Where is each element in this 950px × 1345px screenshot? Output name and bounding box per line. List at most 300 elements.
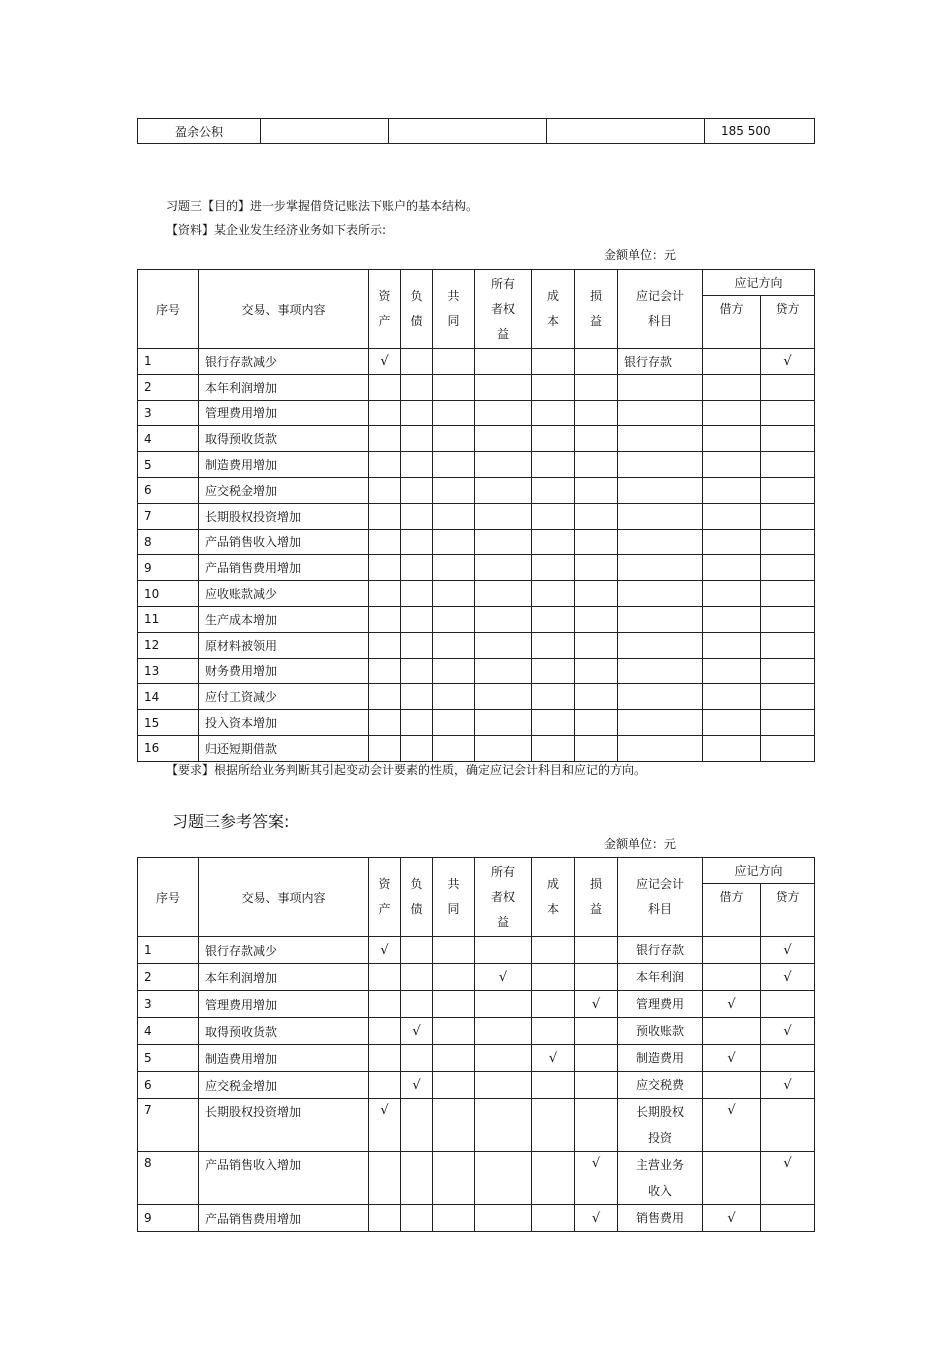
row-pl-mark	[575, 1072, 618, 1099]
top-fragment-table	[137, 118, 815, 144]
row-pl-mark	[575, 477, 618, 503]
row-content: 投入资本增加	[199, 710, 369, 736]
row-equity-mark	[475, 991, 532, 1018]
row-account	[618, 658, 703, 684]
row-no: 10	[138, 581, 199, 607]
row-account-line1: 管理费用	[635, 997, 684, 1011]
row-account	[618, 426, 703, 452]
row-credit-mark: √	[761, 1072, 815, 1099]
row-pl-mark	[575, 632, 618, 658]
table-row	[138, 452, 815, 478]
row-content: 本年利润增加	[199, 374, 369, 400]
table-row	[138, 658, 815, 684]
row-credit-mark	[761, 1205, 815, 1232]
table-row	[138, 477, 815, 503]
row-no: 5	[138, 1045, 199, 1072]
row-debit-mark	[703, 555, 761, 581]
row-account-line1: 长期股权	[635, 1105, 684, 1119]
row-equity-mark	[475, 477, 532, 503]
header-asset: 资 产	[369, 270, 401, 349]
row-content: 银行存款减少	[199, 937, 369, 964]
row-pl-mark	[575, 426, 618, 452]
row-account	[618, 684, 703, 710]
row-credit-mark	[761, 555, 815, 581]
row-account	[618, 1018, 703, 1045]
row-common-mark	[433, 658, 475, 684]
row-credit-mark	[761, 503, 815, 529]
row-liab-mark: √	[401, 1072, 433, 1099]
row-no: 5	[138, 452, 199, 478]
row-pl-mark	[575, 710, 618, 736]
header-liability: 负 债	[401, 270, 433, 349]
exercise-table	[137, 269, 815, 762]
table-row	[138, 1045, 815, 1072]
row-liab-mark	[401, 1152, 433, 1205]
row-asset-mark	[369, 503, 401, 529]
row-content: 财务费用增加	[199, 658, 369, 684]
row-debit-mark	[703, 684, 761, 710]
exercise-material: 【资料】某企业发生经济业务如下表所示:	[166, 223, 387, 237]
header-common: 共 同	[433, 270, 475, 349]
header-cost: 成 本	[532, 858, 575, 937]
row-cost-mark	[532, 684, 575, 710]
row-equity-mark	[475, 658, 532, 684]
table-row	[138, 1018, 815, 1045]
row-account-line1: 银行存款	[635, 943, 684, 957]
row-equity-mark: √	[475, 964, 532, 991]
row-common-mark	[433, 503, 475, 529]
table-row	[138, 710, 815, 736]
row-credit-mark	[761, 991, 815, 1018]
header-no: 序号	[138, 858, 199, 937]
row-liab-mark	[401, 400, 433, 426]
row-account	[618, 400, 703, 426]
top-row-cell	[261, 119, 389, 144]
table-row	[138, 426, 815, 452]
row-account	[618, 1152, 703, 1205]
row-asset-mark	[369, 735, 401, 761]
row-credit-mark	[761, 374, 815, 400]
row-liab-mark	[401, 374, 433, 400]
row-asset-mark	[369, 964, 401, 991]
top-row-cell	[389, 119, 547, 144]
row-account-line2: 收入	[647, 1184, 672, 1198]
answer-table	[137, 857, 815, 1232]
row-account	[618, 991, 703, 1018]
answer-rows	[138, 937, 815, 1232]
row-no: 9	[138, 1205, 199, 1232]
row-account-line1: 本年利润	[635, 970, 684, 984]
row-no: 7	[138, 1099, 199, 1152]
row-liab-mark	[401, 991, 433, 1018]
table-row	[138, 400, 815, 426]
row-common-mark	[433, 710, 475, 736]
table-row	[138, 632, 815, 658]
table-row	[138, 1072, 815, 1099]
row-pl-mark	[575, 503, 618, 529]
row-common-mark	[433, 529, 475, 555]
row-credit-mark	[761, 400, 815, 426]
row-asset-mark: √	[369, 937, 401, 964]
row-debit-mark	[703, 1018, 761, 1045]
row-debit-mark	[703, 581, 761, 607]
row-debit-mark	[703, 374, 761, 400]
row-liab-mark	[401, 735, 433, 761]
row-equity-mark	[475, 937, 532, 964]
row-common-mark	[433, 349, 475, 375]
row-liab-mark: √	[401, 1018, 433, 1045]
row-content: 产品销售收入增加	[199, 1152, 369, 1205]
row-debit-mark	[703, 400, 761, 426]
row-common-mark	[433, 735, 475, 761]
row-debit-mark	[703, 477, 761, 503]
row-equity-mark	[475, 349, 532, 375]
row-debit-mark	[703, 964, 761, 991]
header-credit: 贷方	[761, 296, 815, 349]
row-liab-mark	[401, 658, 433, 684]
row-credit-mark: √	[761, 937, 815, 964]
header-credit: 贷方	[761, 884, 815, 937]
row-account	[618, 1072, 703, 1099]
row-equity-mark	[475, 374, 532, 400]
row-asset-mark	[369, 991, 401, 1018]
row-content: 制造费用增加	[199, 452, 369, 478]
row-equity-mark	[475, 452, 532, 478]
row-liab-mark	[401, 349, 433, 375]
header-no: 序号	[138, 270, 199, 349]
row-pl-mark	[575, 555, 618, 581]
row-asset-mark	[369, 400, 401, 426]
row-content: 生产成本增加	[199, 606, 369, 632]
row-no: 9	[138, 555, 199, 581]
row-liab-mark	[401, 426, 433, 452]
row-content: 取得预收货款	[199, 426, 369, 452]
row-debit-mark: √	[703, 1099, 761, 1152]
row-no: 12	[138, 632, 199, 658]
row-asset-mark	[369, 1205, 401, 1232]
row-no: 14	[138, 684, 199, 710]
row-pl-mark	[575, 964, 618, 991]
header-direction: 应记方向	[703, 270, 815, 296]
row-credit-mark	[761, 1045, 815, 1072]
row-common-mark	[433, 1099, 475, 1152]
table-row	[138, 555, 815, 581]
row-content: 取得预收货款	[199, 1018, 369, 1045]
row-liab-mark	[401, 1205, 433, 1232]
row-asset-mark	[369, 529, 401, 555]
row-account-line1: 应交税费	[635, 1078, 684, 1092]
row-content: 原材料被领用	[199, 632, 369, 658]
row-credit-mark	[761, 710, 815, 736]
header-account: 应记会计 科目	[618, 858, 703, 937]
row-common-mark	[433, 1152, 475, 1205]
row-liab-mark	[401, 632, 433, 658]
row-equity-mark	[475, 684, 532, 710]
row-cost-mark	[532, 374, 575, 400]
row-debit-mark	[703, 503, 761, 529]
row-cost-mark	[532, 400, 575, 426]
row-liab-mark	[401, 529, 433, 555]
row-liab-mark	[401, 503, 433, 529]
header-content: 交易、事项内容	[199, 858, 369, 937]
row-debit-mark	[703, 632, 761, 658]
row-liab-mark	[401, 1045, 433, 1072]
row-common-mark	[433, 1205, 475, 1232]
row-cost-mark	[532, 1205, 575, 1232]
row-equity-mark	[475, 1099, 532, 1152]
row-debit-mark	[703, 426, 761, 452]
row-cost-mark	[532, 964, 575, 991]
row-common-mark	[433, 426, 475, 452]
row-debit-mark	[703, 937, 761, 964]
header-cost: 成 本	[532, 270, 575, 349]
row-liab-mark	[401, 964, 433, 991]
table-row	[138, 684, 815, 710]
header-liability: 负 债	[401, 858, 433, 937]
row-cost-mark	[532, 1152, 575, 1205]
top-row-amount: 185 500	[705, 119, 815, 144]
header-asset: 资 产	[369, 858, 401, 937]
row-debit-mark	[703, 349, 761, 375]
row-asset-mark	[369, 710, 401, 736]
row-common-mark	[433, 964, 475, 991]
row-asset-mark	[369, 1018, 401, 1045]
row-credit-mark	[761, 735, 815, 761]
row-equity-mark	[475, 1018, 532, 1045]
table-row	[138, 937, 815, 964]
exercise-rows	[138, 349, 815, 762]
answer-title: 习题三参考答案:	[172, 812, 290, 831]
row-asset-mark	[369, 1152, 401, 1205]
row-equity-mark	[475, 400, 532, 426]
row-equity-mark	[475, 735, 532, 761]
row-asset-mark: √	[369, 1099, 401, 1152]
row-no: 2	[138, 964, 199, 991]
row-account	[618, 555, 703, 581]
row-common-mark	[433, 1018, 475, 1045]
row-debit-mark	[703, 710, 761, 736]
row-content: 管理费用增加	[199, 991, 369, 1018]
row-credit-mark	[761, 658, 815, 684]
row-credit-mark: √	[761, 1018, 815, 1045]
row-liab-mark	[401, 477, 433, 503]
row-account-line1: 主营业务	[635, 1158, 684, 1172]
row-equity-mark	[475, 555, 532, 581]
table-row	[138, 991, 815, 1018]
row-pl-mark	[575, 529, 618, 555]
row-equity-mark	[475, 606, 532, 632]
row-credit-mark	[761, 1099, 815, 1152]
header-direction: 应记方向	[703, 858, 815, 884]
row-asset-mark	[369, 452, 401, 478]
row-no: 1	[138, 937, 199, 964]
row-asset-mark	[369, 477, 401, 503]
row-cost-mark	[532, 555, 575, 581]
table-row	[138, 581, 815, 607]
row-common-mark	[433, 1072, 475, 1099]
row-asset-mark	[369, 684, 401, 710]
header-debit: 借方	[703, 884, 761, 937]
row-credit-mark	[761, 529, 815, 555]
row-cost-mark	[532, 658, 575, 684]
row-cost-mark	[532, 349, 575, 375]
header-profit-loss: 损 益	[575, 858, 618, 937]
row-liab-mark	[401, 606, 433, 632]
row-asset-mark	[369, 658, 401, 684]
row-account	[618, 710, 703, 736]
row-debit-mark	[703, 1152, 761, 1205]
header-debit: 借方	[703, 296, 761, 349]
row-cost-mark	[532, 606, 575, 632]
row-no: 15	[138, 710, 199, 736]
row-liab-mark	[401, 452, 433, 478]
row-content: 长期股权投资增加	[199, 503, 369, 529]
row-pl-mark	[575, 349, 618, 375]
table-row	[138, 1205, 815, 1232]
row-no: 6	[138, 1072, 199, 1099]
row-no: 11	[138, 606, 199, 632]
row-asset-mark	[369, 374, 401, 400]
row-no: 3	[138, 991, 199, 1018]
table-row	[138, 503, 815, 529]
row-account-line1: 预收账款	[635, 1024, 684, 1038]
header-account: 应记会计 科目	[618, 270, 703, 349]
row-common-mark	[433, 684, 475, 710]
row-pl-mark	[575, 1099, 618, 1152]
row-common-mark	[433, 1045, 475, 1072]
row-cost-mark	[532, 991, 575, 1018]
row-no: 16	[138, 735, 199, 761]
table-row	[138, 964, 815, 991]
row-no: 8	[138, 529, 199, 555]
row-equity-mark	[475, 426, 532, 452]
row-cost-mark	[532, 477, 575, 503]
row-account	[618, 374, 703, 400]
row-pl-mark: √	[575, 991, 618, 1018]
header-equity: 所有 者权 益	[475, 270, 532, 349]
row-credit-mark	[761, 632, 815, 658]
row-liab-mark	[401, 581, 433, 607]
row-debit-mark: √	[703, 1045, 761, 1072]
row-content: 应交税金增加	[199, 477, 369, 503]
row-pl-mark	[575, 1045, 618, 1072]
table-row	[138, 1099, 815, 1152]
row-pl-mark	[575, 658, 618, 684]
row-credit-mark	[761, 606, 815, 632]
row-debit-mark: √	[703, 1205, 761, 1232]
header-common: 共 同	[433, 858, 475, 937]
row-cost-mark	[532, 1018, 575, 1045]
row-debit-mark	[703, 735, 761, 761]
row-asset-mark	[369, 1072, 401, 1099]
row-no: 4	[138, 1018, 199, 1045]
row-content: 长期股权投资增加	[199, 1099, 369, 1152]
exercise-intro: 习题三【目的】进一步掌握借贷记账法下账户的基本结构。	[166, 199, 479, 213]
top-row-cell	[547, 119, 705, 144]
row-common-mark	[433, 555, 475, 581]
row-no: 3	[138, 400, 199, 426]
row-asset-mark	[369, 581, 401, 607]
row-equity-mark	[475, 581, 532, 607]
row-no: 7	[138, 503, 199, 529]
row-equity-mark	[475, 1152, 532, 1205]
row-pl-mark	[575, 452, 618, 478]
row-no: 13	[138, 658, 199, 684]
row-pl-mark	[575, 374, 618, 400]
row-account	[618, 632, 703, 658]
table-row	[138, 349, 815, 375]
row-common-mark	[433, 581, 475, 607]
row-cost-mark	[532, 710, 575, 736]
row-content: 归还短期借款	[199, 735, 369, 761]
row-common-mark	[433, 477, 475, 503]
row-content: 产品销售费用增加	[199, 555, 369, 581]
row-debit-mark	[703, 452, 761, 478]
row-cost-mark	[532, 632, 575, 658]
row-common-mark	[433, 374, 475, 400]
row-account	[618, 1205, 703, 1232]
row-account-line1: 销售费用	[635, 1211, 684, 1225]
row-equity-mark	[475, 503, 532, 529]
row-liab-mark	[401, 1099, 433, 1152]
row-pl-mark	[575, 400, 618, 426]
row-common-mark	[433, 606, 475, 632]
row-no: 6	[138, 477, 199, 503]
row-common-mark	[433, 632, 475, 658]
row-credit-mark	[761, 684, 815, 710]
row-credit-mark: √	[761, 964, 815, 991]
row-account	[618, 503, 703, 529]
row-credit-mark	[761, 477, 815, 503]
row-equity-mark	[475, 1205, 532, 1232]
row-credit-mark	[761, 452, 815, 478]
row-no: 2	[138, 374, 199, 400]
row-account-line1: 制造费用	[635, 1051, 684, 1065]
top-row-label: 盈余公积	[138, 119, 261, 144]
row-liab-mark	[401, 684, 433, 710]
row-cost-mark	[532, 503, 575, 529]
row-pl-mark	[575, 937, 618, 964]
requirement: 【要求】根据所给业务判断其引起变动会计要素的性质，确定应记会计科目和应记的方向。	[166, 763, 647, 777]
row-account	[618, 477, 703, 503]
row-cost-mark	[532, 529, 575, 555]
row-credit-mark	[761, 581, 815, 607]
row-asset-mark	[369, 426, 401, 452]
row-account	[618, 581, 703, 607]
row-debit-mark	[703, 658, 761, 684]
row-account	[618, 452, 703, 478]
row-cost-mark	[532, 426, 575, 452]
row-content: 银行存款减少	[199, 349, 369, 375]
row-content: 管理费用增加	[199, 400, 369, 426]
table-row	[138, 606, 815, 632]
table-row	[138, 374, 815, 400]
row-no: 8	[138, 1152, 199, 1205]
row-no: 4	[138, 426, 199, 452]
row-content: 产品销售费用增加	[199, 1205, 369, 1232]
row-liab-mark	[401, 937, 433, 964]
row-cost-mark	[532, 452, 575, 478]
row-cost-mark	[532, 1099, 575, 1152]
row-account	[618, 1099, 703, 1152]
row-account	[618, 1045, 703, 1072]
row-debit-mark	[703, 606, 761, 632]
row-liab-mark	[401, 710, 433, 736]
row-credit-mark	[761, 426, 815, 452]
unit-label: 金额单位：元	[604, 248, 677, 262]
row-asset-mark	[369, 632, 401, 658]
row-common-mark	[433, 400, 475, 426]
